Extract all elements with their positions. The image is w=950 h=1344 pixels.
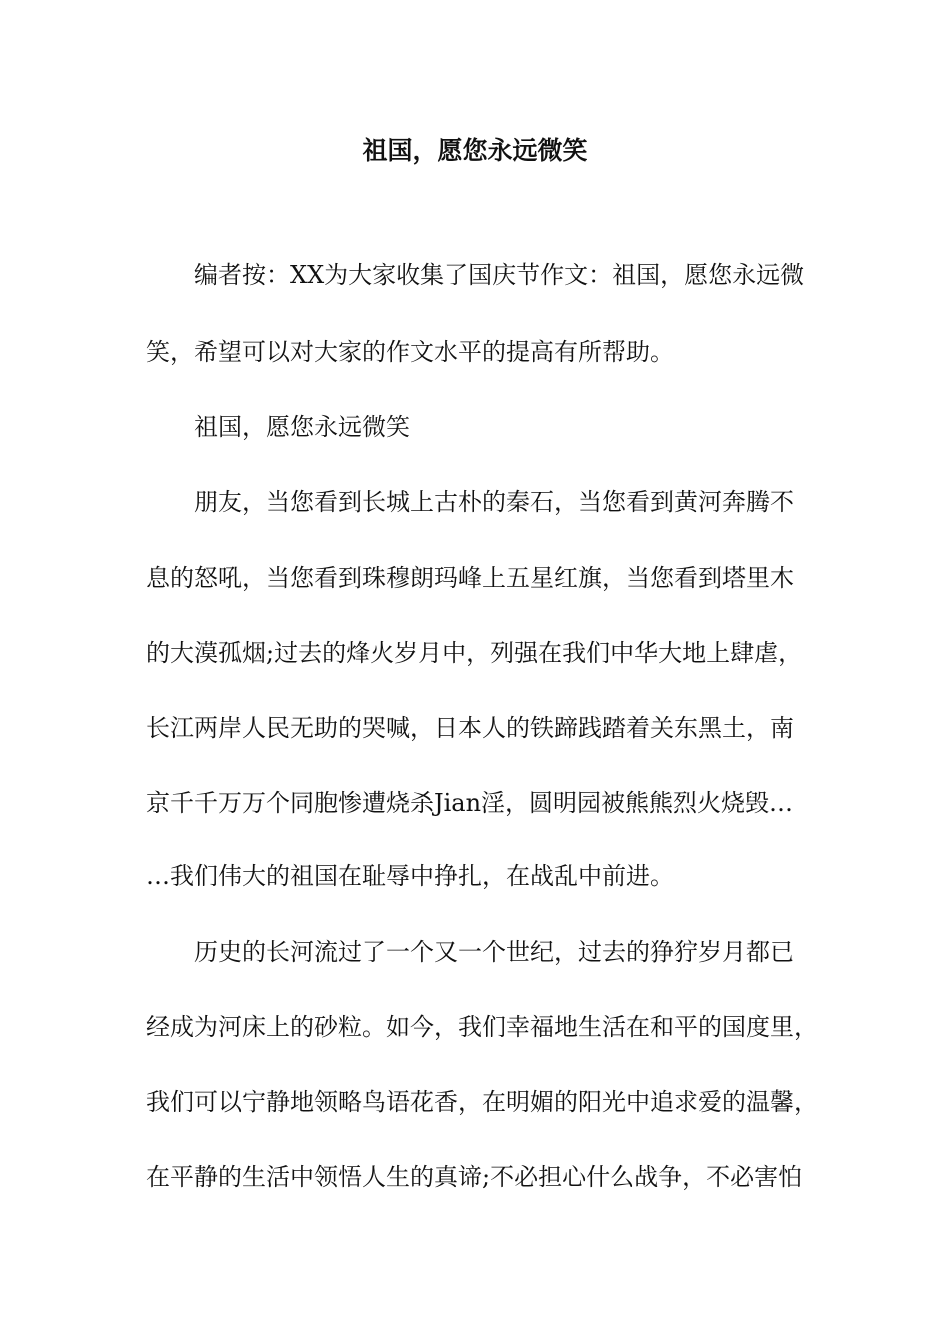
paragraph-line: 在平静的生活中领悟人生的真谛;不必担心什么战争，不必害怕 (146, 1163, 803, 1191)
paragraph-line: 息的怒吼，当您看到珠穆朗玛峰上五星红旗，当您看到塔里木 (146, 564, 794, 592)
paragraph-line: 编者按：XX为大家收集了国庆节作文：祖国，愿您永远微 (194, 261, 805, 289)
document-title: 祖国，愿您永远微笑 (362, 136, 588, 165)
paragraph-line: 笑，希望可以对大家的作文水平的提高有所帮助。 (146, 338, 674, 366)
paragraph-line: …我们伟大的祖国在耻辱中挣扎，在战乱中前进。 (146, 862, 674, 890)
paragraph-line: 京千千万万个同胞惨遭烧杀Jian淫，圆明园被熊熊烈火烧毁… (146, 789, 794, 817)
paragraph-line: 我们可以宁静地领略鸟语花香，在明媚的阳光中追求爱的温馨， (146, 1088, 818, 1116)
paragraph-line: 历史的长河流过了一个又一个世纪，过去的狰狞岁月都已 (194, 938, 794, 966)
paragraph-line: 经成为河床上的砂粒。如今，我们幸福地生活在和平的国度里， (146, 1013, 818, 1041)
paragraph-line: 长江两岸人民无助的哭喊，日本人的铁蹄践踏着关东黑土，南 (146, 714, 794, 742)
paragraph-line: 的大漠孤烟;过去的烽火岁月中，列强在我们中华大地上肆虐， (146, 639, 803, 667)
paragraph-line: 祖国，愿您永远微笑 (194, 413, 410, 441)
paragraph-line: 朋友，当您看到长城上古朴的秦石，当您看到黄河奔腾不 (194, 488, 794, 516)
